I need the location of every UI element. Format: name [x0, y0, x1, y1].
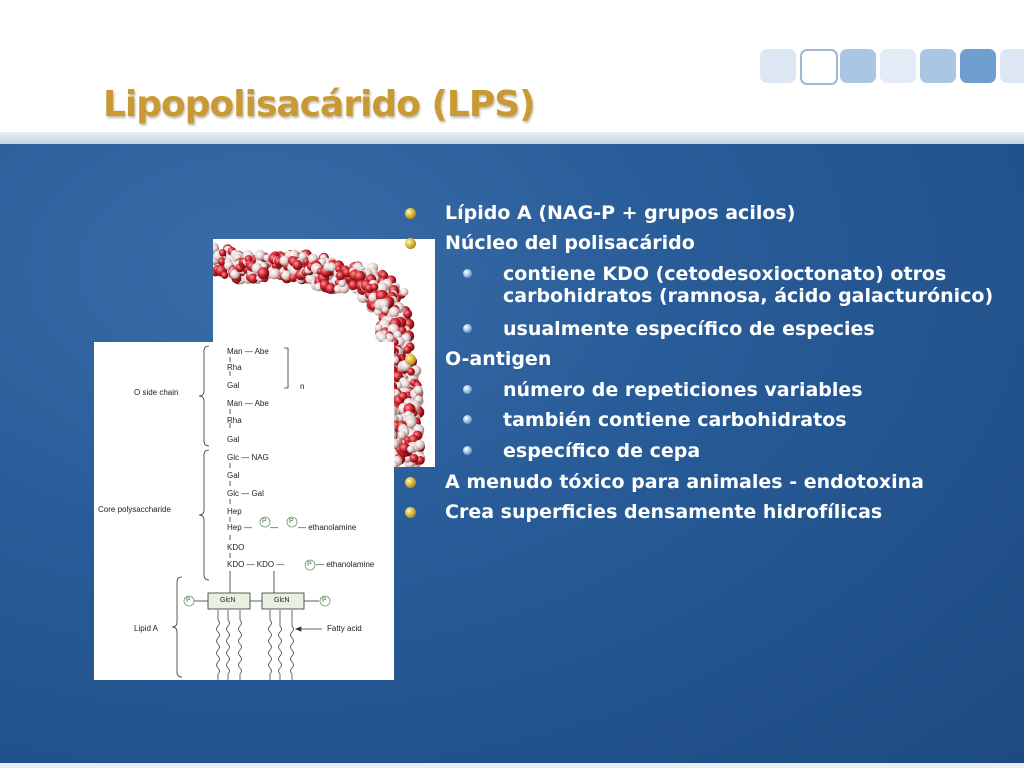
phosphate-label: P — [289, 518, 294, 525]
chain-unit: Man — Abe — [227, 347, 269, 356]
footer-line — [0, 763, 1024, 768]
header-divider — [0, 132, 1024, 144]
lps-structure-diagram — [94, 342, 394, 680]
sub-bullet-icon — [463, 324, 472, 333]
sub-bullet-icon — [463, 269, 472, 278]
phosphate-label: P — [307, 561, 312, 568]
bullet-icon — [405, 507, 416, 518]
bullet-icon — [405, 238, 416, 249]
repeat-n-label: n — [300, 382, 305, 391]
ethanolamine-label: — ethanolamine — [316, 560, 375, 569]
chain-unit: Glc — NAG — [227, 453, 269, 462]
chain-unit: Man — Abe — [227, 399, 269, 408]
slide-header — [0, 0, 1024, 132]
chain-unit: Rha — [227, 416, 242, 425]
lipid-a-label: Lipid A — [134, 624, 159, 633]
deco-square — [840, 49, 876, 83]
fatty-acid-label: Fatty acid — [327, 624, 362, 633]
sub-bullet-icon — [463, 415, 472, 424]
phosphate-label: P — [262, 518, 267, 525]
deco-square — [800, 49, 838, 85]
deco-square — [1000, 49, 1024, 83]
phosphate-label: P — [186, 597, 191, 604]
hep-dash: — — [270, 523, 278, 532]
bullet-icon — [405, 208, 416, 219]
glcn-label: GlcN — [220, 597, 236, 604]
hep-label: Hep — — [227, 523, 252, 532]
deco-square — [760, 49, 796, 83]
sub-bullet-icon — [463, 385, 472, 394]
phosphate-label: P — [322, 597, 327, 604]
o-side-chain-label: O side chain — [134, 388, 179, 397]
hep-row — [227, 523, 252, 532]
kdo-label: KDO — [227, 543, 245, 552]
chain-unit: Glc — Gal — [227, 489, 264, 498]
bullet-icon — [405, 477, 416, 488]
chain-unit: Rha — [227, 363, 242, 372]
deco-square — [960, 49, 996, 83]
bullet-icon — [405, 354, 416, 365]
chain-unit: Gal — [227, 435, 240, 444]
chain-unit: Hep — [227, 507, 242, 516]
sub-bullet-icon — [463, 446, 472, 455]
chain-unit: Gal — [227, 471, 240, 480]
glcn-label: GlcN — [274, 597, 290, 604]
slide-title: Lipopolisacárido (LPS) — [103, 84, 535, 125]
core-polysaccharide-label: Core polysaccharide — [98, 505, 171, 514]
chain-unit: Gal — [227, 381, 240, 390]
kdo-row-label: KDO — KDO — — [227, 560, 285, 569]
deco-square — [880, 49, 916, 83]
deco-square — [920, 49, 956, 83]
ethanolamine-label: — ethanolamine — [298, 523, 357, 532]
